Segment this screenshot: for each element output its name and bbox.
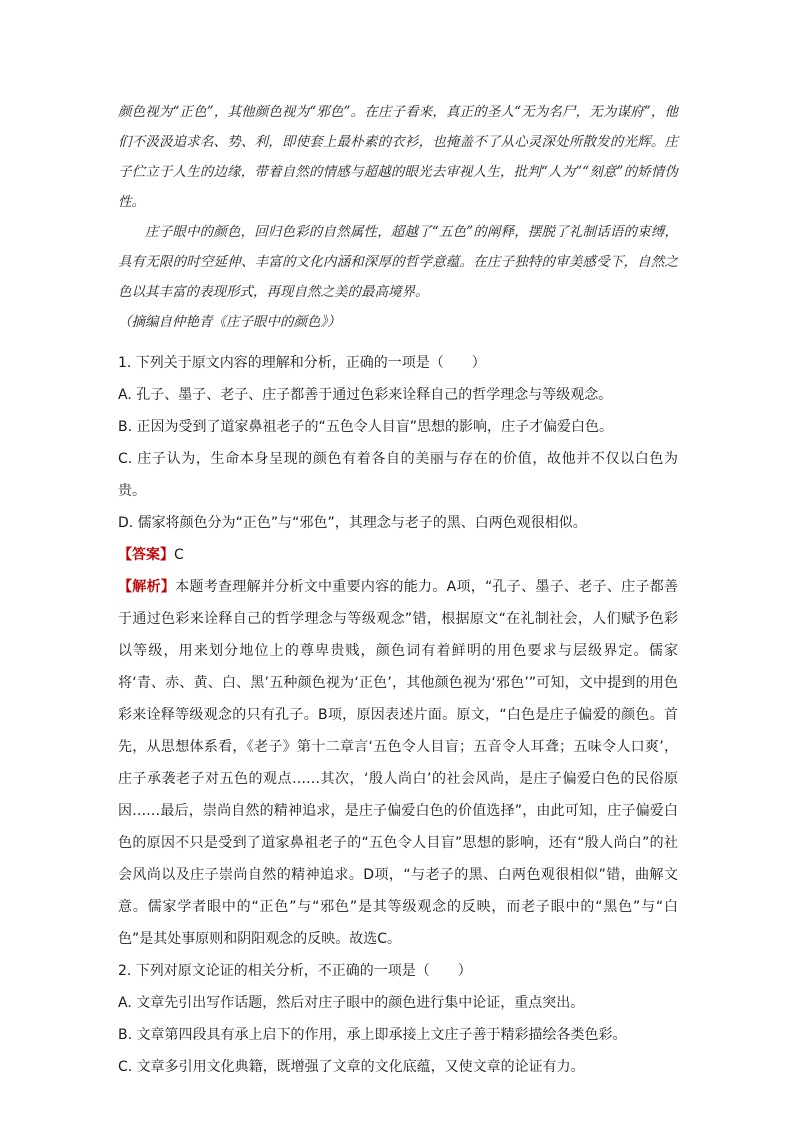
question-section (118, 347, 678, 1083)
reading-passage (118, 97, 678, 337)
question-1-answer (118, 539, 678, 571)
question-2-option-c: C. 文章多引用文化典籍，既增强了文章的文化底蕴，又使文章的论证有力。 (118, 1059, 585, 1075)
question-1-option-a: A. 孔子、墨子、老子、庄子都善于通过色彩来诠释自己的哲学理念与等级观念。 (118, 387, 613, 403)
answer-value: C (174, 547, 184, 563)
question-2-option-a: A. 文章先引出写作话题，然后对庄子眼中的颜色进行集中论证，重点突出。 (118, 995, 585, 1011)
question-1-option-b: B. 正因为受到了道家鼻祖老子的“五色令人目盲”思想的影响，庄子才偏爱白色。 (118, 419, 614, 435)
passage-source: （摘编自仲艳青《庄子眼中的颜色》） (118, 314, 341, 330)
question-1-stem: 1. 下列关于原文内容的理解和分析，正确的一项是（ ） (118, 355, 486, 371)
question-1-option-d: D. 儒家将颜色分为“正色”与“邪色”，其理念与老子的黑、白两色观很相似。 (118, 515, 587, 531)
passage-paragraph-1: 颜色视为“正色”，其他颜色视为“邪色”。在庄子看来，真正的圣人“无为名尸，无为谋府”，他们不汲汲追求名、势、利，即使套上最朴素的衣衫，也掩盖不了从心灵深处所散发的光辉。庄子伫立于人生的边缘，带着自然的情感与超越的眼光去审视人生，批判“人为”“刻意”的矫情伪性。 (118, 104, 678, 210)
question-2-option-b: B. 文章第四段具有承上启下的作用，承上即承接上文庄子善于精彩描绘各类色彩。 (118, 1027, 627, 1043)
passage-paragraph-2: 庄子眼中的颜色，回归色彩的自然属性，超越了“五色”的阐释，摆脱了礼制话语的束缚，具有无限的时空延伸、丰富的文化内涵和深厚的哲学意蕴。在庄子独特的审美感受下，自然之色以其丰富的表现形式，再现自然之美的最高境界。 (118, 224, 678, 300)
answer-label: 【答案】 (118, 547, 174, 563)
question-1-analysis (118, 571, 678, 955)
analysis-label: 【解析】 (118, 579, 176, 595)
question-1-option-c: C. 庄子认为，生命本身呈现的颜色有着各自的美丽与存在的价值，故他并不仅以白色为贵。 (118, 451, 678, 499)
question-2-stem: 2. 下列对原文论证的相关分析，不正确的一项是（ ） (118, 963, 472, 979)
analysis-text: 本题考查理解并分析文中重要内容的能力。A项，“孔子、墨子、老子、庄子都善于通过色彩来诠释自己的哲学理念与等级观念”错，根据原文“在礼制社会，人们赋予色彩以等级，用来划分地位上的尊卑贵贱，颜色词有着鲜明的用色要求与层级界定。儒家将‘青、赤、黄、白、黑’五种颜色视为‘正色’，其他颜色视为‘邪色’”可知，文中提到的用色彩来诠释等级观念的只有孔子。B项，原因表述片面。原文，“白色是庄子偏爱的颜色。首先，从思想体系看，《老子》第十二章言‘五色令人目盲；五音令人耳聋；五味令人口爽’，庄子承袭老子对五色的观点……其次，‘殷人尚白’的社会风尚，是庄子偏爱白色的民俗原因……最后，崇尚自然的精神追求，是庄子偏爱白色的价值选择”，由此可知，庄子偏爱白色的原因不只是受到了道家鼻祖老子的“五色令人目盲”思想的影响，还有“殷人尚白”的社会风尚以及庄子崇尚自然的精神追求。D项，“与老子的黑、白两色观很相似”错，曲解文意。儒家学者眼中的“正色”与“邪色”是其等级观念的反映，而老子眼中的“黑色”与“白色”是其处事原则和阴阳观念的反映。故选C。 (118, 579, 679, 947)
